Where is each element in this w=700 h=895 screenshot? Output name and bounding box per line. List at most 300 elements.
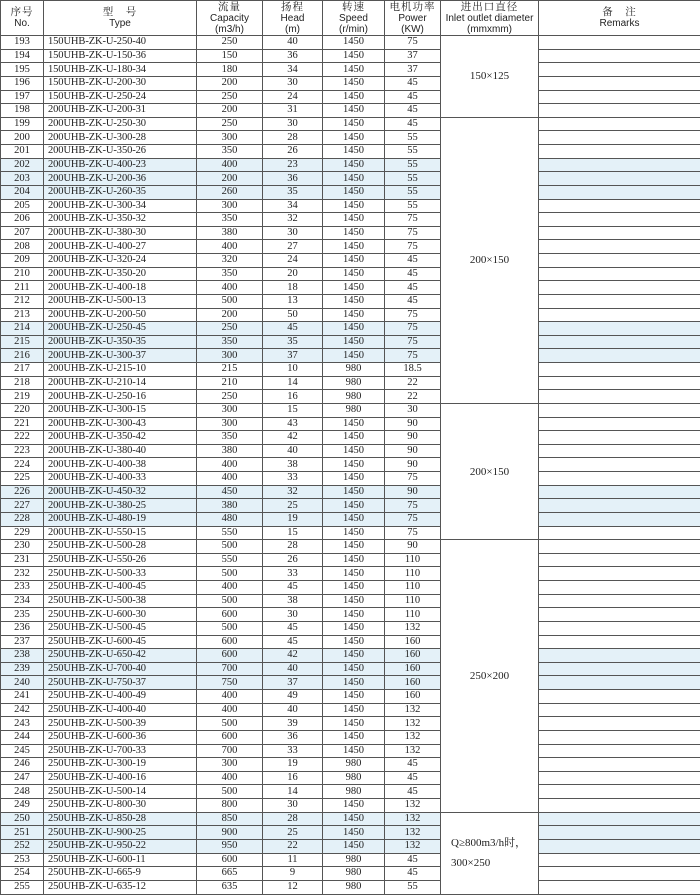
cell-capacity: 400 (197, 581, 263, 595)
table-row (1, 431, 700, 445)
cell-head: 26 (263, 553, 323, 567)
cell-power: 132 (385, 839, 441, 853)
cell-power: 160 (385, 662, 441, 676)
cell-remarks (539, 349, 700, 363)
cell-type: 200UHB-ZK-U-380-30 (44, 226, 197, 240)
cell-speed: 980 (323, 785, 385, 799)
table-row (1, 676, 700, 690)
cell-speed: 1450 (323, 267, 385, 281)
cell-speed: 980 (323, 390, 385, 404)
cell-no: 229 (1, 526, 44, 540)
cell-capacity: 665 (197, 867, 263, 881)
cell-remarks (539, 417, 700, 431)
cell-capacity: 350 (197, 267, 263, 281)
cell-head: 31 (263, 104, 323, 118)
cell-type: 200UHB-ZK-U-400-33 (44, 472, 197, 486)
cell-capacity: 250 (197, 117, 263, 131)
header-head-unit: (m) (285, 23, 300, 35)
cell-no: 255 (1, 880, 44, 894)
cell-head: 42 (263, 431, 323, 445)
cell-speed: 1450 (323, 431, 385, 445)
header-speed-unit: (r/min) (339, 23, 368, 35)
cell-power: 75 (385, 472, 441, 486)
cell-speed: 1450 (323, 158, 385, 172)
cell-speed: 1450 (323, 172, 385, 186)
cell-remarks (539, 553, 700, 567)
cell-type: 200UHB-ZK-U-300-28 (44, 131, 197, 145)
cell-speed: 1450 (323, 117, 385, 131)
cell-type: 250UHB-ZK-U-600-36 (44, 730, 197, 744)
cell-power: 45 (385, 281, 441, 295)
cell-power: 45 (385, 771, 441, 785)
cell-no: 252 (1, 839, 44, 853)
cell-type: 200UHB-ZK-U-400-23 (44, 158, 197, 172)
table-row (1, 853, 700, 867)
table-row (1, 172, 700, 186)
cell-power: 45 (385, 853, 441, 867)
cell-head: 9 (263, 867, 323, 881)
cell-power: 30 (385, 403, 441, 417)
cell-speed: 980 (323, 771, 385, 785)
cell-speed: 1450 (323, 730, 385, 744)
table-row (1, 254, 700, 268)
cell-capacity: 400 (197, 472, 263, 486)
cell-power: 160 (385, 676, 441, 690)
cell-no: 238 (1, 649, 44, 663)
cell-capacity: 500 (197, 594, 263, 608)
header-speed (323, 1, 385, 36)
cell-head: 35 (263, 185, 323, 199)
cell-no: 249 (1, 799, 44, 813)
cell-remarks (539, 90, 700, 104)
cell-capacity: 300 (197, 199, 263, 213)
cell-no: 215 (1, 335, 44, 349)
cell-no: 232 (1, 567, 44, 581)
cell-remarks (539, 649, 700, 663)
cell-head: 36 (263, 730, 323, 744)
cell-type: 250UHB-ZK-U-900-25 (44, 826, 197, 840)
cell-no: 218 (1, 376, 44, 390)
cell-type: 150UHB-ZK-U-250-24 (44, 90, 197, 104)
cell-remarks (539, 145, 700, 159)
header-type-cn: 型 号 (102, 6, 138, 18)
cell-head: 49 (263, 690, 323, 704)
cell-speed: 980 (323, 403, 385, 417)
cell-remarks (539, 267, 700, 281)
cell-no: 200 (1, 131, 44, 145)
cell-no: 198 (1, 104, 44, 118)
cell-power: 22 (385, 390, 441, 404)
cell-capacity: 450 (197, 485, 263, 499)
table-row (1, 36, 700, 50)
cell-speed: 1450 (323, 90, 385, 104)
cell-power: 45 (385, 267, 441, 281)
cell-remarks (539, 690, 700, 704)
cell-no: 213 (1, 308, 44, 322)
cell-power: 37 (385, 49, 441, 63)
cell-speed: 980 (323, 376, 385, 390)
cell-speed: 1450 (323, 649, 385, 663)
cell-no: 196 (1, 76, 44, 90)
cell-head: 25 (263, 499, 323, 513)
header-remarks (539, 1, 700, 36)
cell-remarks (539, 730, 700, 744)
cell-capacity: 600 (197, 635, 263, 649)
cell-remarks (539, 826, 700, 840)
cell-type: 200UHB-ZK-U-200-31 (44, 104, 197, 118)
cell-speed: 1450 (323, 608, 385, 622)
cell-type: 250UHB-ZK-U-950-22 (44, 839, 197, 853)
table-row (1, 145, 700, 159)
cell-capacity: 380 (197, 226, 263, 240)
cell-type: 250UHB-ZK-U-400-16 (44, 771, 197, 785)
table-row (1, 458, 700, 472)
cell-no: 208 (1, 240, 44, 254)
header-type (44, 1, 197, 36)
cell-speed: 1450 (323, 349, 385, 363)
cell-no: 211 (1, 281, 44, 295)
cell-type: 250UHB-ZK-U-400-45 (44, 581, 197, 595)
cell-head: 38 (263, 458, 323, 472)
cell-type: 250UHB-ZK-U-500-45 (44, 621, 197, 635)
table-row (1, 744, 700, 758)
cell-head: 24 (263, 254, 323, 268)
cell-remarks (539, 526, 700, 540)
cell-speed: 1450 (323, 744, 385, 758)
cell-power: 132 (385, 812, 441, 826)
cell-power: 45 (385, 254, 441, 268)
cell-head: 24 (263, 90, 323, 104)
cell-capacity: 200 (197, 308, 263, 322)
cell-speed: 1450 (323, 49, 385, 63)
cell-remarks (539, 281, 700, 295)
cell-type: 150UHB-ZK-U-200-30 (44, 76, 197, 90)
cell-capacity: 300 (197, 131, 263, 145)
header-power-en: Power (398, 12, 427, 24)
cell-power: 75 (385, 213, 441, 227)
cell-no: 212 (1, 294, 44, 308)
cell-speed: 1450 (323, 676, 385, 690)
header-capacity-en: Capacity (210, 12, 249, 24)
cell-speed: 1450 (323, 240, 385, 254)
cell-head: 32 (263, 485, 323, 499)
cell-head: 33 (263, 472, 323, 486)
cell-head: 25 (263, 826, 323, 840)
table-row (1, 594, 700, 608)
cell-power: 75 (385, 308, 441, 322)
cell-capacity: 350 (197, 431, 263, 445)
cell-type: 200UHB-ZK-U-320-24 (44, 254, 197, 268)
cell-capacity: 300 (197, 758, 263, 772)
cell-diameter: 150×125 (441, 36, 539, 118)
cell-speed: 1450 (323, 335, 385, 349)
header-no-en: No. (14, 18, 30, 29)
cell-speed: 1450 (323, 322, 385, 336)
table-row (1, 758, 700, 772)
cell-capacity: 400 (197, 771, 263, 785)
cell-head: 40 (263, 703, 323, 717)
cell-no: 240 (1, 676, 44, 690)
cell-power: 18.5 (385, 363, 441, 377)
cell-type: 200UHB-ZK-U-300-37 (44, 349, 197, 363)
cell-remarks (539, 867, 700, 881)
cell-head: 28 (263, 812, 323, 826)
cell-speed: 1450 (323, 185, 385, 199)
table-row (1, 267, 700, 281)
cell-capacity: 300 (197, 349, 263, 363)
table-row (1, 376, 700, 390)
cell-no: 237 (1, 635, 44, 649)
table-row (1, 730, 700, 744)
cell-speed: 1450 (323, 254, 385, 268)
cell-type: 200UHB-ZK-U-400-38 (44, 458, 197, 472)
cell-type: 200UHB-ZK-U-210-14 (44, 376, 197, 390)
table-row (1, 199, 700, 213)
cell-type: 200UHB-ZK-U-350-32 (44, 213, 197, 227)
cell-speed: 1450 (323, 63, 385, 77)
cell-head: 30 (263, 226, 323, 240)
cell-no: 220 (1, 403, 44, 417)
cell-power: 75 (385, 526, 441, 540)
cell-power: 75 (385, 349, 441, 363)
cell-no: 202 (1, 158, 44, 172)
cell-speed: 1450 (323, 199, 385, 213)
cell-power: 110 (385, 581, 441, 595)
cell-type: 200UHB-ZK-U-550-15 (44, 526, 197, 540)
cell-power: 132 (385, 621, 441, 635)
header-speed-cn: 转速 (342, 0, 365, 13)
cell-type: 200UHB-ZK-U-200-50 (44, 308, 197, 322)
cell-capacity: 600 (197, 649, 263, 663)
cell-head: 22 (263, 839, 323, 853)
cell-remarks (539, 158, 700, 172)
cell-power: 22 (385, 376, 441, 390)
cell-no: 226 (1, 485, 44, 499)
cell-no: 219 (1, 390, 44, 404)
cell-power: 55 (385, 880, 441, 894)
cell-no: 222 (1, 431, 44, 445)
table-row (1, 703, 700, 717)
cell-power: 110 (385, 594, 441, 608)
cell-type: 200UHB-ZK-U-380-25 (44, 499, 197, 513)
cell-no: 228 (1, 512, 44, 526)
cell-type: 250UHB-ZK-U-400-40 (44, 703, 197, 717)
cell-no: 234 (1, 594, 44, 608)
cell-capacity: 850 (197, 812, 263, 826)
cell-power: 45 (385, 104, 441, 118)
cell-power: 45 (385, 758, 441, 772)
cell-no: 193 (1, 36, 44, 50)
cell-capacity: 250 (197, 90, 263, 104)
cell-remarks (539, 799, 700, 813)
cell-head: 45 (263, 322, 323, 336)
cell-type: 200UHB-ZK-U-250-45 (44, 322, 197, 336)
header-power (385, 1, 441, 36)
cell-power: 90 (385, 540, 441, 554)
cell-speed: 1450 (323, 717, 385, 731)
cell-speed: 1450 (323, 594, 385, 608)
table-row (1, 826, 700, 840)
cell-head: 37 (263, 676, 323, 690)
cell-power: 110 (385, 553, 441, 567)
cell-power: 45 (385, 867, 441, 881)
table-row (1, 785, 700, 799)
table-row (1, 526, 700, 540)
cell-speed: 1450 (323, 703, 385, 717)
cell-capacity: 480 (197, 512, 263, 526)
cell-speed: 1450 (323, 131, 385, 145)
cell-speed: 1450 (323, 226, 385, 240)
cell-type: 250UHB-ZK-U-600-30 (44, 608, 197, 622)
cell-head: 32 (263, 213, 323, 227)
cell-type: 200UHB-ZK-U-380-40 (44, 444, 197, 458)
table-row (1, 512, 700, 526)
cell-power: 90 (385, 444, 441, 458)
cell-speed: 1450 (323, 540, 385, 554)
cell-no: 242 (1, 703, 44, 717)
header-capacity (197, 1, 263, 36)
cell-type: 250UHB-ZK-U-500-33 (44, 567, 197, 581)
cell-speed: 1450 (323, 526, 385, 540)
cell-type: 200UHB-ZK-U-350-20 (44, 267, 197, 281)
header-remarks-cn: 备 注 (602, 6, 637, 18)
table-row (1, 771, 700, 785)
cell-capacity: 260 (197, 185, 263, 199)
cell-head: 10 (263, 363, 323, 377)
cell-type: 250UHB-ZK-U-500-28 (44, 540, 197, 554)
cell-head: 19 (263, 512, 323, 526)
table-row (1, 867, 700, 881)
cell-type: 200UHB-ZK-U-400-27 (44, 240, 197, 254)
cell-head: 28 (263, 540, 323, 554)
cell-power: 90 (385, 431, 441, 445)
cell-capacity: 500 (197, 785, 263, 799)
cell-no: 210 (1, 267, 44, 281)
cell-capacity: 350 (197, 145, 263, 159)
cell-head: 33 (263, 744, 323, 758)
cell-power: 55 (385, 172, 441, 186)
cell-type: 200UHB-ZK-U-215-10 (44, 363, 197, 377)
cell-capacity: 500 (197, 540, 263, 554)
cell-no: 199 (1, 117, 44, 131)
cell-remarks (539, 63, 700, 77)
cell-no: 224 (1, 458, 44, 472)
cell-head: 12 (263, 880, 323, 894)
cell-capacity: 150 (197, 49, 263, 63)
cell-remarks (539, 131, 700, 145)
table-row (1, 635, 700, 649)
cell-remarks (539, 839, 700, 853)
cell-head: 30 (263, 117, 323, 131)
cell-capacity: 900 (197, 826, 263, 840)
cell-power: 45 (385, 117, 441, 131)
header-remarks-en: Remarks (599, 18, 640, 29)
cell-capacity: 550 (197, 526, 263, 540)
header-power-unit: (KW) (401, 23, 424, 35)
cell-speed: 1450 (323, 281, 385, 295)
cell-no: 239 (1, 662, 44, 676)
cell-power: 55 (385, 131, 441, 145)
cell-no: 206 (1, 213, 44, 227)
cell-no: 207 (1, 226, 44, 240)
cell-head: 18 (263, 281, 323, 295)
cell-head: 45 (263, 635, 323, 649)
cell-remarks (539, 567, 700, 581)
cell-speed: 980 (323, 853, 385, 867)
cell-remarks (539, 199, 700, 213)
cell-remarks (539, 254, 700, 268)
cell-head: 26 (263, 145, 323, 159)
cell-remarks (539, 499, 700, 513)
cell-speed: 1450 (323, 36, 385, 50)
table-row (1, 444, 700, 458)
cell-speed: 1450 (323, 662, 385, 676)
cell-no: 243 (1, 717, 44, 731)
cell-head: 28 (263, 131, 323, 145)
cell-head: 15 (263, 403, 323, 417)
cell-no: 216 (1, 349, 44, 363)
header-capacity-cn: 流量 (218, 0, 241, 13)
table-row (1, 158, 700, 172)
cell-power: 160 (385, 649, 441, 663)
cell-remarks (539, 621, 700, 635)
table-row (1, 349, 700, 363)
header-diameter (441, 1, 539, 36)
table-row (1, 485, 700, 499)
cell-head: 30 (263, 608, 323, 622)
cell-capacity: 700 (197, 744, 263, 758)
cell-capacity: 600 (197, 853, 263, 867)
cell-remarks (539, 117, 700, 131)
cell-head: 39 (263, 717, 323, 731)
cell-power: 45 (385, 76, 441, 90)
cell-type: 200UHB-ZK-U-350-35 (44, 335, 197, 349)
cell-no: 209 (1, 254, 44, 268)
cell-head: 33 (263, 567, 323, 581)
cell-type: 200UHB-ZK-U-250-30 (44, 117, 197, 131)
cell-no: 244 (1, 730, 44, 744)
cell-no: 225 (1, 472, 44, 486)
cell-no: 253 (1, 853, 44, 867)
cell-remarks (539, 853, 700, 867)
cell-capacity: 400 (197, 158, 263, 172)
header-speed-en: Speed (339, 12, 368, 24)
cell-no: 235 (1, 608, 44, 622)
table-row (1, 226, 700, 240)
cell-power: 45 (385, 294, 441, 308)
table-row (1, 185, 700, 199)
cell-remarks (539, 185, 700, 199)
cell-type: 250UHB-ZK-U-850-28 (44, 812, 197, 826)
cell-speed: 1450 (323, 76, 385, 90)
cell-no: 221 (1, 417, 44, 431)
cell-speed: 980 (323, 758, 385, 772)
cell-remarks (539, 213, 700, 227)
cell-no: 241 (1, 690, 44, 704)
cell-capacity: 400 (197, 458, 263, 472)
table-row (1, 553, 700, 567)
cell-remarks (539, 308, 700, 322)
cell-type: 250UHB-ZK-U-400-49 (44, 690, 197, 704)
cell-remarks (539, 812, 700, 826)
cell-no: 248 (1, 785, 44, 799)
cell-type: 250UHB-ZK-U-600-11 (44, 853, 197, 867)
cell-type: 250UHB-ZK-U-700-33 (44, 744, 197, 758)
cell-power: 132 (385, 730, 441, 744)
cell-speed: 1450 (323, 485, 385, 499)
cell-diameter: 200×150 (441, 403, 539, 539)
cell-head: 35 (263, 335, 323, 349)
